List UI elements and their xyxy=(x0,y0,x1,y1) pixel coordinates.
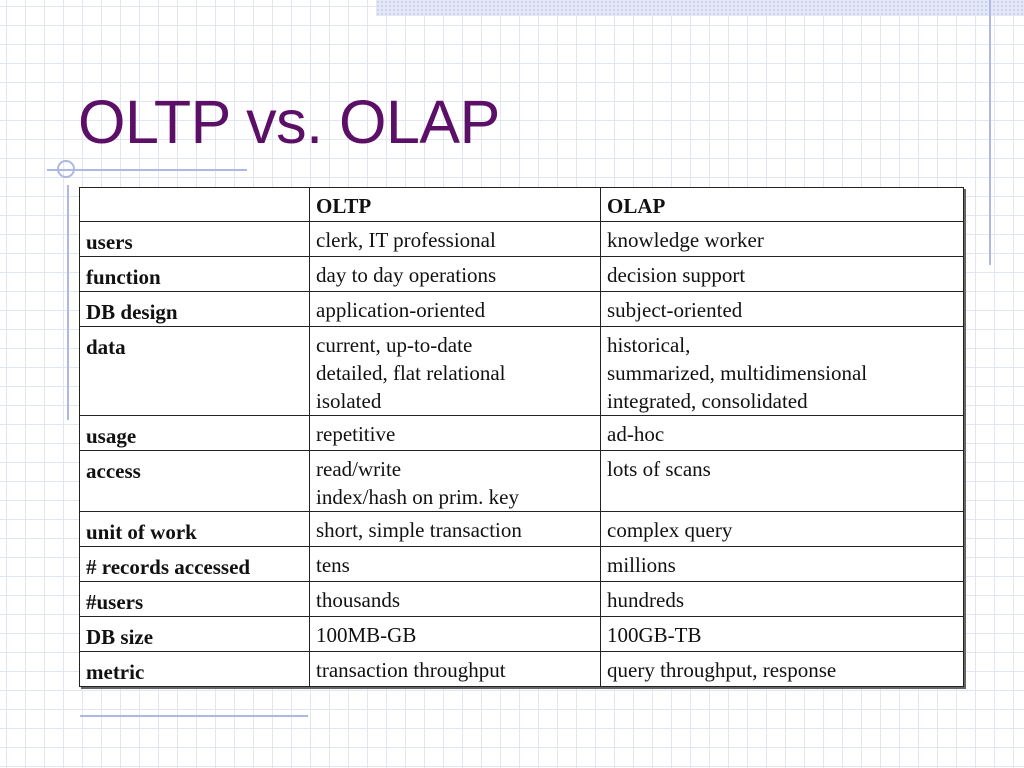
table-header-row xyxy=(80,188,964,222)
table-row xyxy=(80,652,964,687)
cell-oltp xyxy=(310,617,601,652)
cell-line: current, up-to-date xyxy=(316,333,473,357)
table-row xyxy=(80,617,964,652)
row-label: usage xyxy=(80,416,310,451)
cell-line: transaction throughput xyxy=(316,658,506,682)
table-body xyxy=(80,222,964,687)
cell-line: day to day operations xyxy=(316,263,497,287)
cell-line: integrated, consolidated xyxy=(607,389,808,413)
cell-oltp xyxy=(310,257,601,292)
comparison-table xyxy=(79,187,964,687)
cell-line: query throughput, response xyxy=(607,658,837,682)
cell-line: 100GB-TB xyxy=(607,623,702,647)
cell-line: tens xyxy=(316,553,350,577)
cell-line: index/hash on prim. key xyxy=(316,485,519,509)
cell-line: decision support xyxy=(607,263,746,287)
table-row xyxy=(80,327,964,416)
cell-oltp xyxy=(310,547,601,582)
table-row xyxy=(80,451,964,512)
cell-line: ad-hoc xyxy=(607,422,665,446)
cell-oltp xyxy=(310,582,601,617)
row-label: users xyxy=(80,222,310,257)
cell-line: read/write xyxy=(316,457,402,481)
cell-olap xyxy=(601,222,964,257)
cell-olap xyxy=(601,327,964,416)
cell-line: application-oriented xyxy=(316,298,486,322)
cell-line: short, simple transaction xyxy=(316,518,522,542)
row-label: function xyxy=(80,257,310,292)
cell-line: hundreds xyxy=(607,588,684,612)
table-row xyxy=(80,416,964,451)
cell-line: historical, xyxy=(607,333,691,357)
table-row xyxy=(80,257,964,292)
cell-olap xyxy=(601,292,964,327)
cell-line: knowledge worker xyxy=(607,228,764,252)
cell-line: thousands xyxy=(316,588,400,612)
cell-olap xyxy=(601,582,964,617)
cell-line: 100MB-GB xyxy=(316,623,417,647)
cell-line: subject-oriented xyxy=(607,298,743,322)
cell-oltp xyxy=(310,512,601,547)
row-label: DB size xyxy=(80,617,310,652)
cell-line: repetitive xyxy=(316,422,396,446)
header-cell-empty xyxy=(80,188,310,222)
cell-line: millions xyxy=(607,553,676,577)
cell-olap xyxy=(601,416,964,451)
cell-line: summarized, multidimensional xyxy=(607,361,868,385)
cell-line: complex query xyxy=(607,518,733,542)
table-row xyxy=(80,222,964,257)
row-label: unit of work xyxy=(80,512,310,547)
table-row xyxy=(80,547,964,582)
left-decorative-line xyxy=(67,185,69,420)
bottom-decorative-line xyxy=(80,715,308,717)
cell-line: isolated xyxy=(316,389,382,413)
row-label: access xyxy=(80,451,310,512)
cell-olap xyxy=(601,257,964,292)
cell-olap xyxy=(601,652,964,687)
cell-oltp xyxy=(310,451,601,512)
row-label: data xyxy=(80,327,310,416)
cell-oltp xyxy=(310,416,601,451)
header-cell-olap: OLAP xyxy=(601,188,964,222)
top-decorative-band xyxy=(376,0,1024,16)
header-cell-oltp: OLTP xyxy=(310,188,601,222)
cell-line: detailed, flat relational xyxy=(316,361,506,385)
cell-oltp xyxy=(310,292,601,327)
cell-line: clerk, IT professional xyxy=(316,228,496,252)
cell-olap xyxy=(601,547,964,582)
decorative-circle-icon xyxy=(57,160,75,178)
cell-olap xyxy=(601,451,964,512)
cell-olap xyxy=(601,617,964,652)
title-underline xyxy=(47,169,247,171)
row-label: metric xyxy=(80,652,310,687)
row-label: # records accessed xyxy=(80,547,310,582)
cell-line: lots of scans xyxy=(607,457,711,481)
right-decorative-line xyxy=(989,0,991,265)
cell-oltp xyxy=(310,327,601,416)
row-label: DB design xyxy=(80,292,310,327)
table-row xyxy=(80,582,964,617)
table-row xyxy=(80,292,964,327)
slide-title: OLTP vs. OLAP xyxy=(78,88,500,156)
cell-olap xyxy=(601,512,964,547)
row-label: #users xyxy=(80,582,310,617)
cell-oltp xyxy=(310,652,601,687)
table-row xyxy=(80,512,964,547)
cell-oltp xyxy=(310,222,601,257)
